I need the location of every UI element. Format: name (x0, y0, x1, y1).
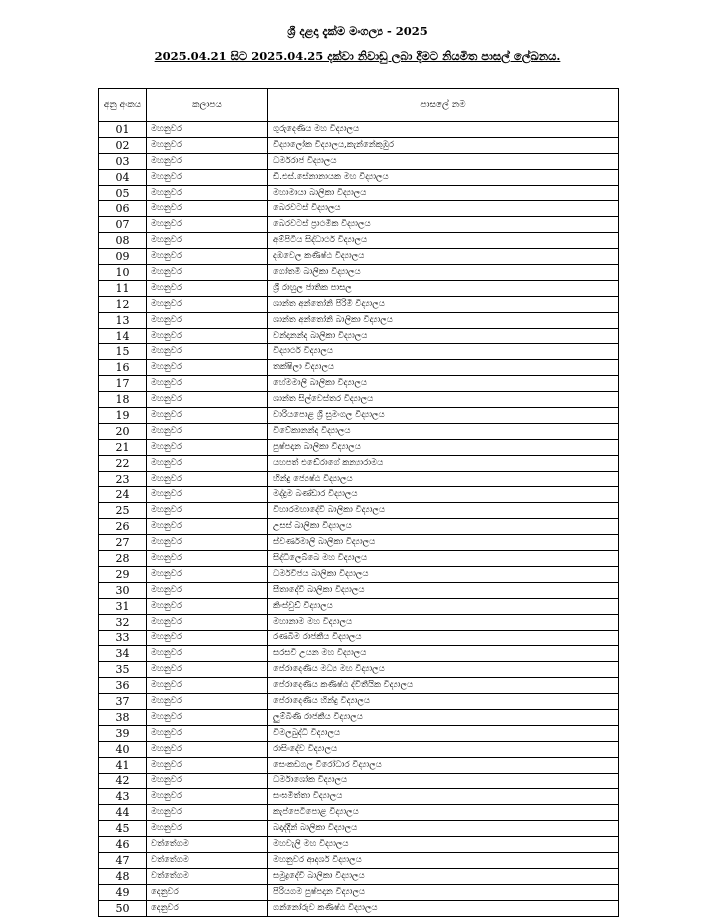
row-number: 14 (99, 328, 147, 344)
row-zone: මහනුවර (147, 344, 268, 360)
row-zone: මහනුවර (147, 137, 268, 153)
row-zone: මහනුවර (147, 551, 268, 567)
row-zone: මහනුවර (147, 280, 268, 296)
row-number: 18 (99, 392, 147, 408)
row-school-name: හේමමාලි බාලිකා විද්‍යාලය (268, 376, 619, 392)
row-school-name: ස්වර්ණමාලි බාලිකා විද්‍යාලය (268, 535, 619, 551)
row-zone: දෙනුවර (147, 900, 268, 916)
row-number: 40 (99, 741, 147, 757)
table-row (99, 296, 619, 312)
row-zone: මහනුවර (147, 201, 268, 217)
row-zone: මහනුවර (147, 217, 268, 233)
table-row (99, 741, 619, 757)
row-number: 09 (99, 249, 147, 265)
row-number: 33 (99, 630, 147, 646)
row-school-name: සමුද්‍රදේවි බාලිකා විද්‍යාලය (268, 868, 619, 884)
row-zone: මහනුවර (147, 265, 268, 281)
header-school: පාසලේ නම (268, 89, 619, 122)
row-number: 15 (99, 344, 147, 360)
row-number: 46 (99, 837, 147, 853)
row-school-name: ධර්මවිජය බාලිකා විද්‍යාලය (268, 566, 619, 582)
row-school-name: ගෝතමී බාලිකා විද්‍යාලය (268, 265, 619, 281)
row-zone: මහනුවර (147, 296, 268, 312)
row-zone: මහනුවර (147, 249, 268, 265)
table-header-row (99, 89, 619, 122)
row-zone: මහනුවර (147, 598, 268, 614)
row-zone: මහනුවර (147, 185, 268, 201)
row-zone: මහනුවර (147, 678, 268, 694)
row-number: 23 (99, 471, 147, 487)
row-number: 45 (99, 821, 147, 837)
row-zone: මහනුවර (147, 821, 268, 837)
table-row (99, 821, 619, 837)
row-zone: මහනුවර (147, 789, 268, 805)
row-number: 47 (99, 852, 147, 868)
row-school-name: ශාන්ත සිල්වෙස්තර විද්‍යාලය (268, 392, 619, 408)
school-list-table (98, 88, 619, 917)
row-number: 31 (99, 598, 147, 614)
row-number: 22 (99, 455, 147, 471)
row-school-name: උසස් බාලිකා විද්‍යාලය (268, 519, 619, 535)
row-number: 44 (99, 805, 147, 821)
row-school-name: ශ්‍රී රාහුල ජාතික පාසල (268, 280, 619, 296)
row-number: 19 (99, 408, 147, 424)
table-row (99, 217, 619, 233)
row-school-name: බද්‍රුද්දීන් බාලිකා විද්‍යාලය (268, 821, 619, 837)
row-zone: මහනුවර (147, 376, 268, 392)
table-row (99, 709, 619, 725)
row-number: 36 (99, 678, 147, 694)
row-zone: දෙනුවර (147, 884, 268, 900)
row-school-name: විද්‍යාර්ථ විද්‍යාලය (268, 344, 619, 360)
row-number: 26 (99, 519, 147, 535)
table-row (99, 487, 619, 503)
row-school-name: පේරාදෙණිය කණිෂ්ඨ ද්විතීයික විද්‍යාලය (268, 678, 619, 694)
table-body (99, 122, 619, 917)
row-number: 49 (99, 884, 147, 900)
row-zone: මහනුවර (147, 773, 268, 789)
row-number: 21 (99, 439, 147, 455)
row-zone: මහනුවර (147, 725, 268, 741)
table-row (99, 122, 619, 138)
row-number: 48 (99, 868, 147, 884)
row-zone: මහනුවර (147, 630, 268, 646)
row-zone: මහනුවර (147, 487, 268, 503)
row-zone: මහනුවර (147, 709, 268, 725)
row-zone: වත්තේගම (147, 868, 268, 884)
row-number: 50 (99, 900, 147, 916)
row-number: 24 (99, 487, 147, 503)
table-row (99, 137, 619, 153)
row-zone: මහනුවර (147, 535, 268, 551)
row-school-name: ලුම්බිණි රාජකීය විද්‍යාලය (268, 709, 619, 725)
row-school-name: මහනුවර ආදර්ශ විද්‍යාලය (268, 852, 619, 868)
table-row (99, 376, 619, 392)
table-row (99, 852, 619, 868)
row-zone: මහනුවර (147, 582, 268, 598)
row-number: 37 (99, 694, 147, 710)
row-zone: මහනුවර (147, 439, 268, 455)
row-zone: මහනුවර (147, 566, 268, 582)
row-number: 28 (99, 551, 147, 567)
table-row (99, 439, 619, 455)
row-zone: මහනුවර (147, 233, 268, 249)
table-row (99, 169, 619, 185)
table-row (99, 201, 619, 217)
table-row (99, 503, 619, 519)
row-zone: මහනුවර (147, 805, 268, 821)
row-zone: මහනුවර (147, 471, 268, 487)
row-zone: මහනුවර (147, 694, 268, 710)
row-zone: මහනුවර (147, 646, 268, 662)
row-school-name: හින්දු ජ්‍යෙෂ්ඨ විද්‍යාලය (268, 471, 619, 487)
table-row (99, 265, 619, 281)
table-row (99, 582, 619, 598)
row-school-name: මද්දුම බණ්ඩාර විද්‍යාලය (268, 487, 619, 503)
row-school-name: රාසිංදේව විද්‍යාලය (268, 741, 619, 757)
table-row (99, 805, 619, 821)
row-school-name: පේරාදෙණිය මධ්‍ය මහ විද්‍යාලය (268, 662, 619, 678)
row-school-name: සීතාදේවි බාලිකා විද්‍යාලය (268, 582, 619, 598)
table-row (99, 694, 619, 710)
row-zone: මහනුවර (147, 169, 268, 185)
row-number: 38 (99, 709, 147, 725)
row-school-name: බෙරවටස් විද්‍යාලය (268, 201, 619, 217)
row-school-name: ධර්මරාජ විද්‍යාලය (268, 153, 619, 169)
row-number: 07 (99, 217, 147, 233)
table-row (99, 646, 619, 662)
row-number: 29 (99, 566, 147, 582)
row-school-name: යහපත් එඬේරාගේ කන්‍යාරාමය (268, 455, 619, 471)
row-number: 05 (99, 185, 147, 201)
table-row (99, 423, 619, 439)
row-number: 35 (99, 662, 147, 678)
row-number: 42 (99, 773, 147, 789)
row-school-name: මහාමායා බාලිකා විද්‍යාලය (268, 185, 619, 201)
row-number: 27 (99, 535, 147, 551)
row-school-name: කැප්පෙටිපොළ විද්‍යාලය (268, 805, 619, 821)
row-number: 41 (99, 757, 147, 773)
row-school-name: සිද්ධිලෙබ්බෙ මහ විද්‍යාලය (268, 551, 619, 567)
row-school-name: ශාන්ත අන්තෝනි බාලිකා විද්‍යාලය (268, 312, 619, 328)
row-number: 12 (99, 296, 147, 312)
row-zone: මහනුවර (147, 360, 268, 376)
row-school-name: ධර්මාශෝක විද්‍යාලය (268, 773, 619, 789)
row-school-name: අම්පිටිය සිද්ධාර්ථ විද්‍යාලය (268, 233, 619, 249)
row-number: 34 (99, 646, 147, 662)
table-row (99, 328, 619, 344)
row-zone: මහනුවර (147, 312, 268, 328)
row-zone: මහනුවර (147, 455, 268, 471)
table-row (99, 249, 619, 265)
document-title: ශ්‍රී දළදා දැක්ම මංගල්‍ය - 2025 (287, 24, 428, 38)
row-school-name: පිරියගම පුෂ්පදාන විද්‍යාලය (268, 884, 619, 900)
table-row (99, 598, 619, 614)
row-zone: වත්තේගම (147, 837, 268, 853)
header-number: අනු අංකය (99, 89, 147, 122)
row-school-name: විවේකානන්ද විද්‍යාලය (268, 423, 619, 439)
row-school-name: සරසවි උයන මහ විද්‍යාලය (268, 646, 619, 662)
table-row (99, 280, 619, 296)
row-number: 16 (99, 360, 147, 376)
table-row (99, 837, 619, 853)
row-zone: මහනුවර (147, 741, 268, 757)
table-row (99, 614, 619, 630)
table-row (99, 789, 619, 805)
row-school-name: විහාරමහාදේවි බාලිකා විද්‍යාලය (268, 503, 619, 519)
row-zone: මහනුවර (147, 519, 268, 535)
row-number: 02 (99, 137, 147, 153)
row-number: 11 (99, 280, 147, 296)
table-row (99, 471, 619, 487)
row-zone: මහනුවර (147, 153, 268, 169)
table-row (99, 408, 619, 424)
row-school-name: පුෂ්පදාන බාලිකා විද්‍යාලය (268, 439, 619, 455)
row-zone: මහනුවර (147, 408, 268, 424)
row-number: 25 (99, 503, 147, 519)
table-row (99, 757, 619, 773)
row-zone: මහනුවර (147, 122, 268, 138)
row-number: 20 (99, 423, 147, 439)
row-school-name: දඹවෙල කණිෂ්ඨ විද්‍යාලය (268, 249, 619, 265)
row-number: 10 (99, 265, 147, 281)
table-row (99, 344, 619, 360)
table-row (99, 551, 619, 567)
row-zone: මහනුවර (147, 662, 268, 678)
row-zone: මහනුවර (147, 423, 268, 439)
row-school-name: විමලබුද්ධි විද්‍යාලය (268, 725, 619, 741)
table-row (99, 630, 619, 646)
row-number: 39 (99, 725, 147, 741)
table-row (99, 662, 619, 678)
row-school-name: ගුරුදෙණිය මහ විද්‍යාලය (268, 122, 619, 138)
table-row (99, 233, 619, 249)
table-row (99, 312, 619, 328)
row-school-name: තක්ෂිලා විද්‍යාලය (268, 360, 619, 376)
table-row (99, 900, 619, 916)
table-row (99, 678, 619, 694)
row-school-name: බෙරවටස් ප්‍රාථමික විද්‍යාලය (268, 217, 619, 233)
row-number: 30 (99, 582, 147, 598)
table-row (99, 535, 619, 551)
row-number: 08 (99, 233, 147, 249)
table-row (99, 868, 619, 884)
row-school-name: මහානාම මහ විද්‍යාලය (268, 614, 619, 630)
table-row (99, 884, 619, 900)
row-number: 04 (99, 169, 147, 185)
table-row (99, 360, 619, 376)
row-school-name: සංඝමිත්තා විද්‍යාලය (268, 789, 619, 805)
row-zone: මහනුවර (147, 328, 268, 344)
row-number: 03 (99, 153, 147, 169)
row-school-name: ගන්නෝරුව කණිෂ්ඨ විද්‍යාලය (268, 900, 619, 916)
row-number: 43 (99, 789, 147, 805)
row-school-name: ශාන්ත අන්තෝනි පිරිමි විද්‍යාලය (268, 296, 619, 312)
row-zone: මහනුවර (147, 503, 268, 519)
row-number: 06 (99, 201, 147, 217)
row-school-name: සෙංකඩගල වීරෝධාර විද්‍යාලය (268, 757, 619, 773)
row-school-name: මහවැලි මහ විද්‍යාලය (268, 837, 619, 853)
row-school-name: වන්දානන්ද බාලිකා විද්‍යාලය (268, 328, 619, 344)
row-number: 32 (99, 614, 147, 630)
row-zone: මහනුවර (147, 392, 268, 408)
table-row (99, 566, 619, 582)
row-zone: මහනුවර (147, 614, 268, 630)
row-school-name: විද්‍යාලෝක විද්‍යාලය,කැන්නේකුඹුර (268, 137, 619, 153)
table-row (99, 725, 619, 741)
table-row (99, 153, 619, 169)
row-school-name: පේරාදෙණිය හින්දු විද්‍යාලය (268, 694, 619, 710)
row-zone: මහනුවර (147, 757, 268, 773)
row-number: 17 (99, 376, 147, 392)
document-subtitle: 2025.04.21 සිට 2025.04.25 දක්වා නිවාඩු ලබා දීමට නියමිත පාසල් ලේඛනය. (154, 49, 561, 63)
table-row (99, 773, 619, 789)
table-row (99, 519, 619, 535)
row-number: 13 (99, 312, 147, 328)
table-row (99, 455, 619, 471)
row-school-name: වාරියපොළ ශ්‍රී සුමංගල විද්‍යාලය (268, 408, 619, 424)
row-school-name: රණබිම රාජකීය විද්‍යාලය (268, 630, 619, 646)
table-row (99, 185, 619, 201)
header-zone: කලාපය (147, 89, 268, 122)
row-school-name: ඩී.එස්.සේනානායක මහ විද්‍යාලය (268, 169, 619, 185)
row-zone: වත්තේගම (147, 852, 268, 868)
row-number: 01 (99, 122, 147, 138)
row-school-name: කිංස්වුඩ් විද්‍යාලය (268, 598, 619, 614)
table-row (99, 392, 619, 408)
